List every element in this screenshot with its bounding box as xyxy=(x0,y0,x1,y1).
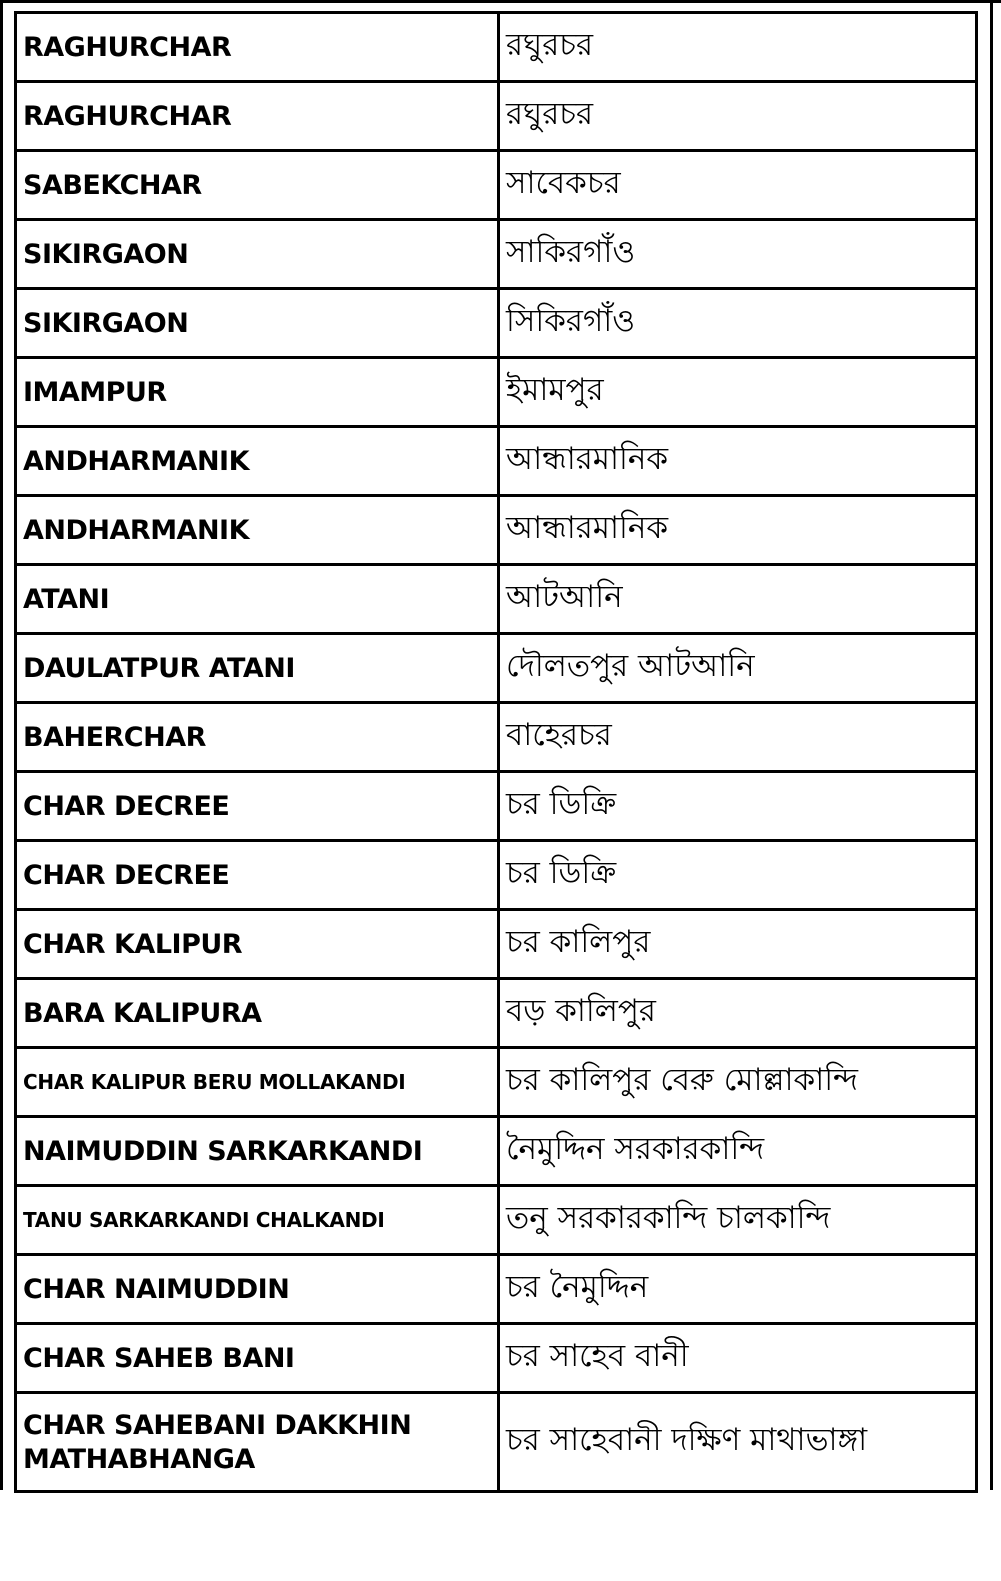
english-name-cell: SIKIRGAON xyxy=(16,289,499,358)
bengali-name-cell: বড় কালিপুর xyxy=(499,979,977,1048)
bengali-name-cell: সিকিরগাঁও xyxy=(499,289,977,358)
left-edge-line xyxy=(0,0,3,1490)
english-name-cell: CHAR NAIMUDDIN xyxy=(16,1255,499,1324)
english-name-cell: ANDHARMANIK xyxy=(16,496,499,565)
bengali-name-cell: আটআনি xyxy=(499,565,977,634)
english-name-cell: CHAR SAHEB BANI xyxy=(16,1324,499,1393)
right-edge-line xyxy=(990,0,993,1490)
english-name-cell: ANDHARMANIK xyxy=(16,427,499,496)
bengali-name-cell: চর ডিক্রি xyxy=(499,772,977,841)
bengali-name-cell: চর সাহেবানী দক্ষিণ মাথাভাঙ্গা xyxy=(499,1393,977,1492)
table-row xyxy=(16,1255,977,1324)
table-row xyxy=(16,1117,977,1186)
table-row xyxy=(16,1048,977,1117)
table-row xyxy=(16,427,977,496)
table-row xyxy=(16,358,977,427)
english-name-cell: CHAR DECREE xyxy=(16,841,499,910)
place-name-table xyxy=(14,11,978,1493)
bengali-name-cell: আন্ধারমানিক xyxy=(499,427,977,496)
table-row xyxy=(16,220,977,289)
table-row xyxy=(16,1324,977,1393)
table-row xyxy=(16,82,977,151)
english-name-cell: NAIMUDDIN SARKARKANDI xyxy=(16,1117,499,1186)
english-name-cell: CHAR SAHEBANI DAKKHIN MATHABHANGA xyxy=(16,1393,499,1492)
bengali-name-cell: সাকিরগাঁও xyxy=(499,220,977,289)
english-name-cell: ATANI xyxy=(16,565,499,634)
english-name-cell: TANU SARKARKANDI CHALKANDI xyxy=(16,1186,499,1255)
bengali-name-cell: ইমামপুর xyxy=(499,358,977,427)
english-name-cell: SABEKCHAR xyxy=(16,151,499,220)
table-row xyxy=(16,13,977,82)
table-row xyxy=(16,703,977,772)
english-name-cell: CHAR KALIPUR BERU MOLLAKANDI xyxy=(16,1048,499,1117)
english-name-cell: RAGHURCHAR xyxy=(16,13,499,82)
bengali-name-cell: চর ডিক্রি xyxy=(499,841,977,910)
bengali-name-cell: বাহেরচর xyxy=(499,703,977,772)
bengali-name-cell: দৌলতপুর আটআনি xyxy=(499,634,977,703)
table-row xyxy=(16,565,977,634)
english-name-cell: RAGHURCHAR xyxy=(16,82,499,151)
english-name-cell: IMAMPUR xyxy=(16,358,499,427)
table-row xyxy=(16,1186,977,1255)
english-name-cell: CHAR KALIPUR xyxy=(16,910,499,979)
table-row xyxy=(16,841,977,910)
table-row xyxy=(16,289,977,358)
table-row xyxy=(16,496,977,565)
english-name-cell: BARA KALIPURA xyxy=(16,979,499,1048)
bengali-name-cell: রঘুরচর xyxy=(499,82,977,151)
bengali-name-cell: আন্ধারমানিক xyxy=(499,496,977,565)
english-name-cell: CHAR DECREE xyxy=(16,772,499,841)
top-border-line xyxy=(0,0,1001,3)
bengali-name-cell: চর কালিপুর xyxy=(499,910,977,979)
bengali-name-cell: নৈমুদ্দিন সরকারকান্দি xyxy=(499,1117,977,1186)
english-name-cell: BAHERCHAR xyxy=(16,703,499,772)
english-name-cell: SIKIRGAON xyxy=(16,220,499,289)
table-row xyxy=(16,910,977,979)
bengali-name-cell: চর কালিপুর বেরু মোল্লাকান্দি xyxy=(499,1048,977,1117)
table-row xyxy=(16,1393,977,1492)
bengali-name-cell: রঘুরচর xyxy=(499,13,977,82)
bengali-name-cell: চর নৈমুদ্দিন xyxy=(499,1255,977,1324)
table-row xyxy=(16,979,977,1048)
table-row xyxy=(16,634,977,703)
english-name-cell: DAULATPUR ATANI xyxy=(16,634,499,703)
table-row xyxy=(16,772,977,841)
bengali-name-cell: চর সাহেব বানী xyxy=(499,1324,977,1393)
bengali-name-cell: সাবেকচর xyxy=(499,151,977,220)
bengali-name-cell: তনু সরকারকান্দি চালকান্দি xyxy=(499,1186,977,1255)
table-row xyxy=(16,151,977,220)
